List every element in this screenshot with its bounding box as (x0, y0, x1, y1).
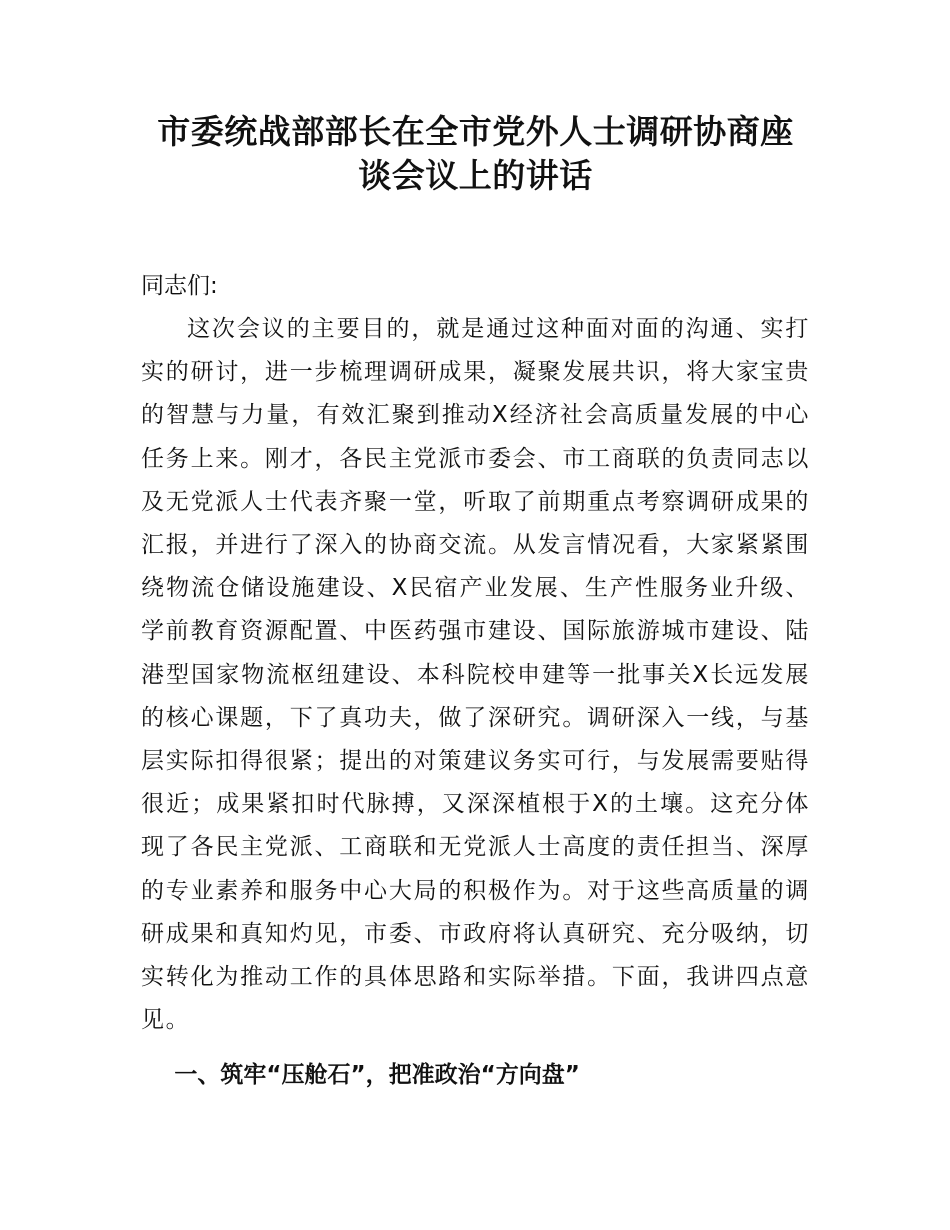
body-paragraph: 这次会议的主要目的，就是通过这种面对面的沟通、实打实的研讨，进一步梳理调研成果，凝聚发展共识，将大家宝贵的智慧与力量，有效汇聚到推动X经济社会高质量发展的中心任务上来。刚才，各民主党派市委会、市工商联的负责同志以及无党派人士代表齐聚一堂，听取了前期重点考察调研成果的汇报，并进行了深入的协商交流。从发言情况看，大家紧紧围绕物流仓储设施建设、X民宿产业发展、生产性服务业升级、学前教育资源配置、中医药强市建设、国际旅游城市建设、陆港型国家物流枢纽建设、本科院校申建等一批事关X长远发展的核心课题，下了真功夫，做了深研究。调研深入一线，与基层实际扣得很紧；提出的对策建议务实可行，与发展需要贴得很近；成果紧扣时代脉搏，又深深植根于X的土壤。这充分体现了各民主党派、工商联和无党派人士高度的责任担当、深厚的专业素养和服务中心大局的积极作为。对于这些高质量的调研成果和真知灼见，市委、市政府将认真研究、充分吸纳，切实转化为推动工作的具体思路和实际举措。下面，我讲四点意见。 (141, 316, 810, 1034)
salutation: 同志们: (141, 273, 218, 299)
section-heading: 一、筑牢“压舱石”，把准政治“方向盘” (174, 1062, 580, 1089)
document-title: 市委统战部部长在全市党外人士调研协商座谈会议上的讲话 (157, 112, 794, 195)
